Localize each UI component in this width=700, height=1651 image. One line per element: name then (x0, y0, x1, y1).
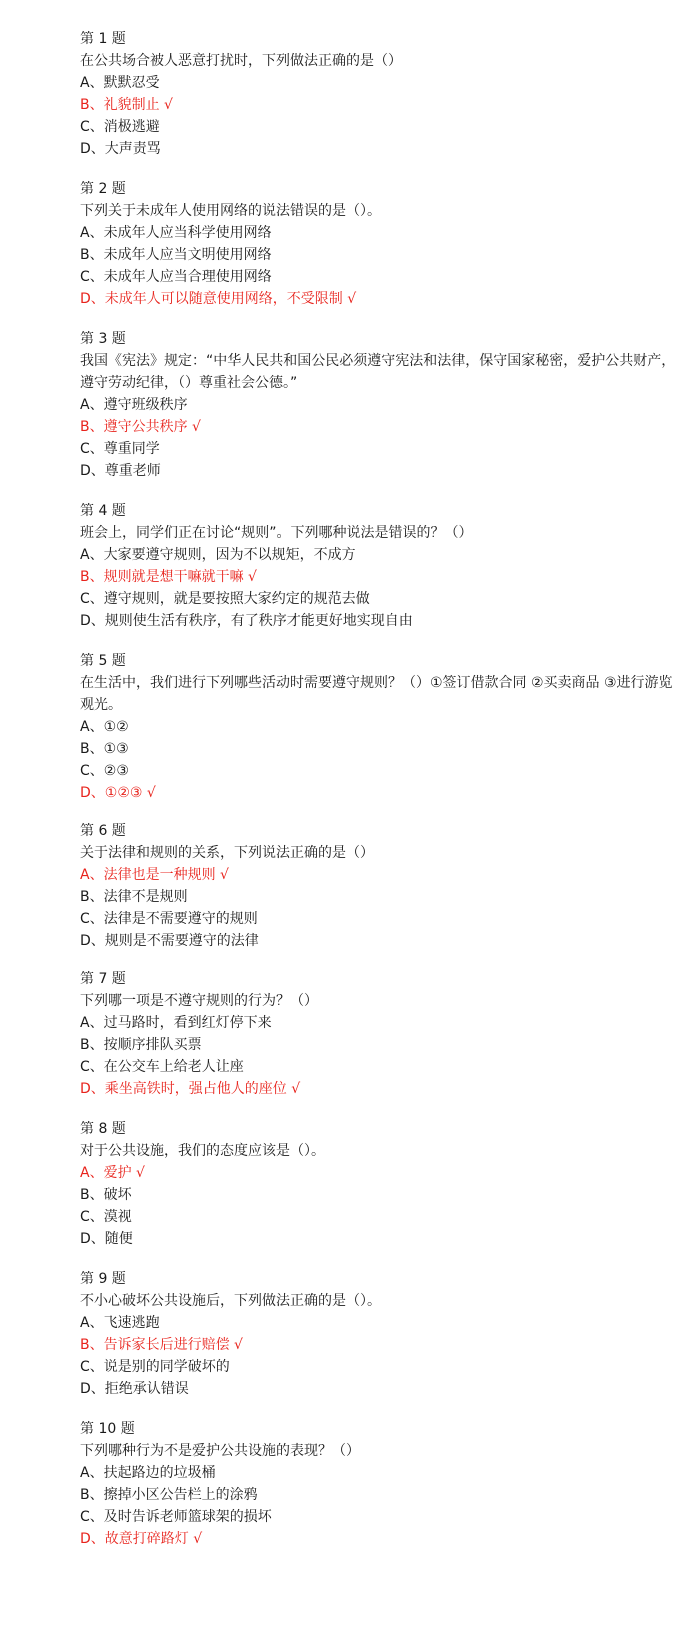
option-b: B、未成年人应当文明使用网络 (80, 247, 272, 263)
option-c: C、漠视 (80, 1209, 132, 1225)
option-b: B、按顺序排队买票 (80, 1037, 202, 1053)
question-number: 第 8 题 (80, 1121, 126, 1137)
option-c: C、未成年人应当合理使用网络 (80, 269, 272, 285)
option-d: D、大声责骂 (80, 141, 161, 157)
option-c: C、法律是不需要遵守的规则 (80, 911, 258, 927)
question-number: 第 7 题 (80, 971, 126, 987)
question-number: 第 9 题 (80, 1271, 126, 1287)
option-b: B、法律不是规则 (80, 889, 188, 905)
option-b-correct: B、遵守公共秩序 √ (80, 419, 201, 435)
option-d-correct: D、①②③ √ (80, 785, 156, 801)
question-10 (80, 1418, 680, 1550)
question-stem: 下列哪种行为不是爱护公共设施的表现？（） (80, 1443, 360, 1459)
option-a: A、遵守班级秩序 (80, 397, 188, 413)
option-c: C、遵守规则，就是要按照大家约定的规范去做 (80, 591, 370, 607)
question-6 (80, 820, 680, 952)
option-d: D、随便 (80, 1231, 133, 1247)
question-stem: 班会上，同学们正在讨论“规则”。下列哪种说法是错误的？（） (80, 525, 473, 541)
option-a: A、飞速逃跑 (80, 1315, 160, 1331)
option-c: C、及时告诉老师篮球架的损坏 (80, 1509, 272, 1525)
option-c: C、在公交车上给老人让座 (80, 1059, 244, 1075)
question-stem: 我国《宪法》规定：“中华人民共和国公民必须遵守宪法和法律，保守国家秘密，爱护公共财产，遵守劳动纪律，（）尊重社会公德。” (80, 353, 676, 391)
option-b: B、①③ (80, 741, 129, 757)
option-a: A、过马路时，看到红灯停下来 (80, 1015, 272, 1031)
question-number: 第 2 题 (80, 181, 126, 197)
option-c: C、消极逃避 (80, 119, 160, 135)
question-5 (80, 650, 680, 804)
option-d-correct: D、未成年人可以随意使用网络，不受限制 √ (80, 291, 357, 307)
question-number: 第 10 题 (80, 1421, 135, 1437)
option-b-correct: B、规则就是想干嘛就干嘛 √ (80, 569, 257, 585)
question-8 (80, 1118, 680, 1250)
option-a-correct: A、爱护 √ (80, 1165, 145, 1181)
option-c: C、②③ (80, 763, 129, 779)
question-number: 第 5 题 (80, 653, 126, 669)
option-c: C、说是别的同学破坏的 (80, 1359, 230, 1375)
question-number: 第 4 题 (80, 503, 126, 519)
question-stem: 下列哪一项是不遵守规则的行为？（） (80, 993, 318, 1009)
question-number: 第 1 题 (80, 31, 126, 47)
question-number: 第 3 题 (80, 331, 126, 347)
option-a: A、扶起路边的垃圾桶 (80, 1465, 216, 1481)
option-a: A、默默忍受 (80, 75, 160, 91)
question-stem: 在公共场合被人恶意打扰时，下列做法正确的是（） (80, 53, 402, 69)
option-d-correct: D、乘坐高铁时，强占他人的座位 √ (80, 1081, 301, 1097)
question-3 (80, 328, 680, 482)
option-d: D、规则是不需要遵守的法律 (80, 933, 259, 949)
option-a: A、未成年人应当科学使用网络 (80, 225, 272, 241)
option-a: A、大家要遵守规则，因为不以规矩，不成方 (80, 547, 356, 563)
option-b-correct: B、告诉家长后进行赔偿 √ (80, 1337, 243, 1353)
option-d-correct: D、故意打碎路灯 √ (80, 1531, 203, 1547)
option-b-correct: B、礼貌制止 √ (80, 97, 173, 113)
option-d: D、规则使生活有秩序，有了秩序才能更好地实现自由 (80, 613, 413, 629)
option-c: C、尊重同学 (80, 441, 160, 457)
question-stem: 对于公共设施，我们的态度应该是（）。 (80, 1143, 325, 1159)
question-9 (80, 1268, 680, 1400)
option-a-correct: A、法律也是一种规则 √ (80, 867, 229, 883)
question-stem: 在生活中，我们进行下列哪些活动时需要遵守规则？（）①签订借款合同 ②买卖商品 ③进行游览观光。 (80, 675, 673, 713)
question-4 (80, 500, 680, 632)
question-stem: 下列关于未成年人使用网络的说法错误的是（）。 (80, 203, 381, 219)
question-stem: 关于法律和规则的关系，下列说法正确的是（） (80, 845, 374, 861)
question-stem: 不小心破坏公共设施后，下列做法正确的是（）。 (80, 1293, 381, 1309)
option-d: D、尊重老师 (80, 463, 161, 479)
option-b: B、破坏 (80, 1187, 132, 1203)
option-b: B、擦掉小区公告栏上的涂鸦 (80, 1487, 258, 1503)
option-d: D、拒绝承认错误 (80, 1381, 189, 1397)
question-2 (80, 178, 680, 310)
question-7 (80, 968, 680, 1100)
question-number: 第 6 题 (80, 823, 126, 839)
question-1 (80, 28, 680, 160)
option-a: A、①② (80, 719, 129, 735)
